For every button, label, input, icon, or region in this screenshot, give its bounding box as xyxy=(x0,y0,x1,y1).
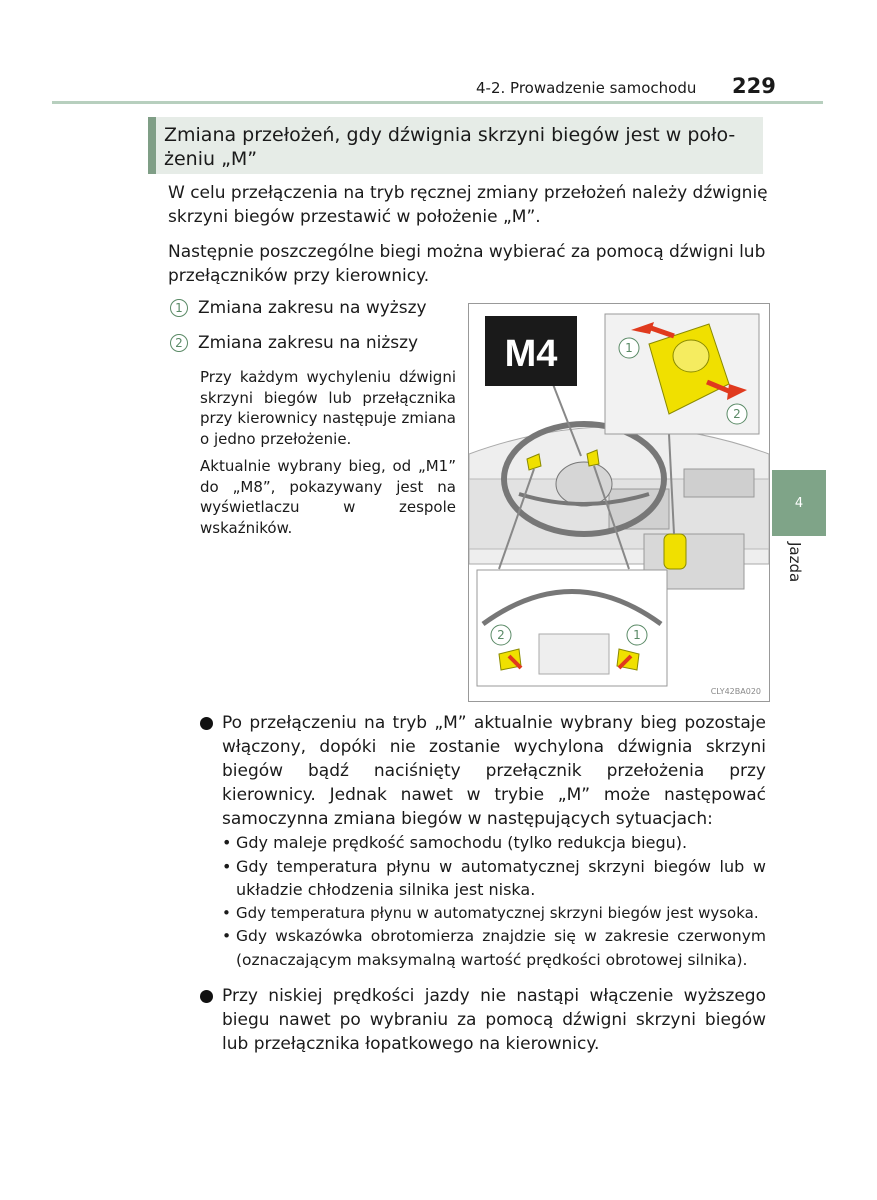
item-upshift-label: Zmiana zakresu na wyższy xyxy=(198,298,427,318)
figure-code: CLY42BA020 xyxy=(710,687,761,696)
chapter-tab-number: 4 xyxy=(794,496,804,511)
item-downshift xyxy=(170,333,418,353)
note-current-gear: Aktualnie wybrany bieg, od „M1” do „M8”, pokazywany jest na wyświetlaczu w zespole wskaźników. xyxy=(200,457,456,537)
sub-item: • Gdy maleje prędkość samochodu (tylko redukcja biegu). xyxy=(222,833,688,852)
header-rule xyxy=(52,101,823,104)
figure-callout-2: 2 xyxy=(733,407,741,421)
intro-paragraph-1: W celu przełączenia na tryb ręcznej zmiany przełożeń należy dźwignię skrzyni biegów przestawić w położenie „M”. xyxy=(168,183,768,227)
intro-paragraph-2: Następnie poszczególne biegi można wybierać za pomocą dźwigni lub przełączników przy kierownicy. xyxy=(168,242,766,286)
bullet-list xyxy=(200,711,766,1056)
section-heading-line-2: żeniu „M” xyxy=(164,148,258,170)
bullet-icon xyxy=(200,717,213,730)
sub-item: • Gdy temperatura płynu w automatycznej skrzyni biegów jest wysoka. xyxy=(222,903,759,922)
callout-2-icon: 2 xyxy=(170,334,188,352)
bullet-text-1: Po przełączeniu na tryb „M” aktualnie wybrany bieg pozostaje włączony, dopóki nie zostanie wychylona dźwignia skrzyni biegów bądź naciśnięty przełącznik przełożenia przy kierownicy. Jednak nawet w trybie „M” może następować samoczynna zmiana biegów w następujących sytuacjach: xyxy=(222,713,766,829)
section-heading-text xyxy=(156,117,763,171)
callout-1-icon: 1 xyxy=(170,299,188,317)
bullet-text-2: Przy niskiej prędkości jazdy nie nastąpi włączenie wyższego biegu nawet po wybraniu za pomocą dźwigni skrzyni biegów lub przełącznika łopatkowego na kierownicy. xyxy=(222,986,766,1054)
sub-item: • Gdy wskazówka obrotomierza znajdzie się w zakresie czerwonym (oznaczającym maksymalną wartość prędkości obrotowej silnika). xyxy=(222,927,766,969)
chapter-tab-label: Jazda xyxy=(786,542,804,583)
page-number: 229 xyxy=(732,74,776,98)
figure-callout-1: 1 xyxy=(625,341,633,355)
note-shift-steps: Przy każdym wychyleniu dźwigni skrzyni biegów lub przełącznika przy kierownicy następuje zmiana o jedno przełożenie. xyxy=(200,368,456,448)
running-header: 4-2. Prowadzenie samochodu xyxy=(476,79,697,97)
sub-item: • Gdy temperatura płynu w automatycznej skrzyni biegów lub w układzie chłodzenia silnika jest niska. xyxy=(222,856,766,899)
gear-display-value: M4 xyxy=(504,333,558,375)
bullet-item-low-speed xyxy=(200,984,766,1056)
figure-illustration xyxy=(469,304,769,701)
figure-callout-1-right: 1 xyxy=(633,628,641,642)
item-upshift xyxy=(170,298,427,318)
bullet-item-auto-shift xyxy=(200,711,766,972)
chapter-tab xyxy=(772,470,826,536)
figure-callout-2-left: 2 xyxy=(497,628,505,642)
figure-steering-shift xyxy=(468,303,770,702)
section-heading xyxy=(148,117,763,174)
section-heading-line-1: Zmiana przełożeń, gdy dźwignia skrzyni biegów jest w poło- xyxy=(164,124,736,146)
item-downshift-label: Zmiana zakresu na niższy xyxy=(198,333,419,353)
bullet-icon xyxy=(200,990,213,1003)
